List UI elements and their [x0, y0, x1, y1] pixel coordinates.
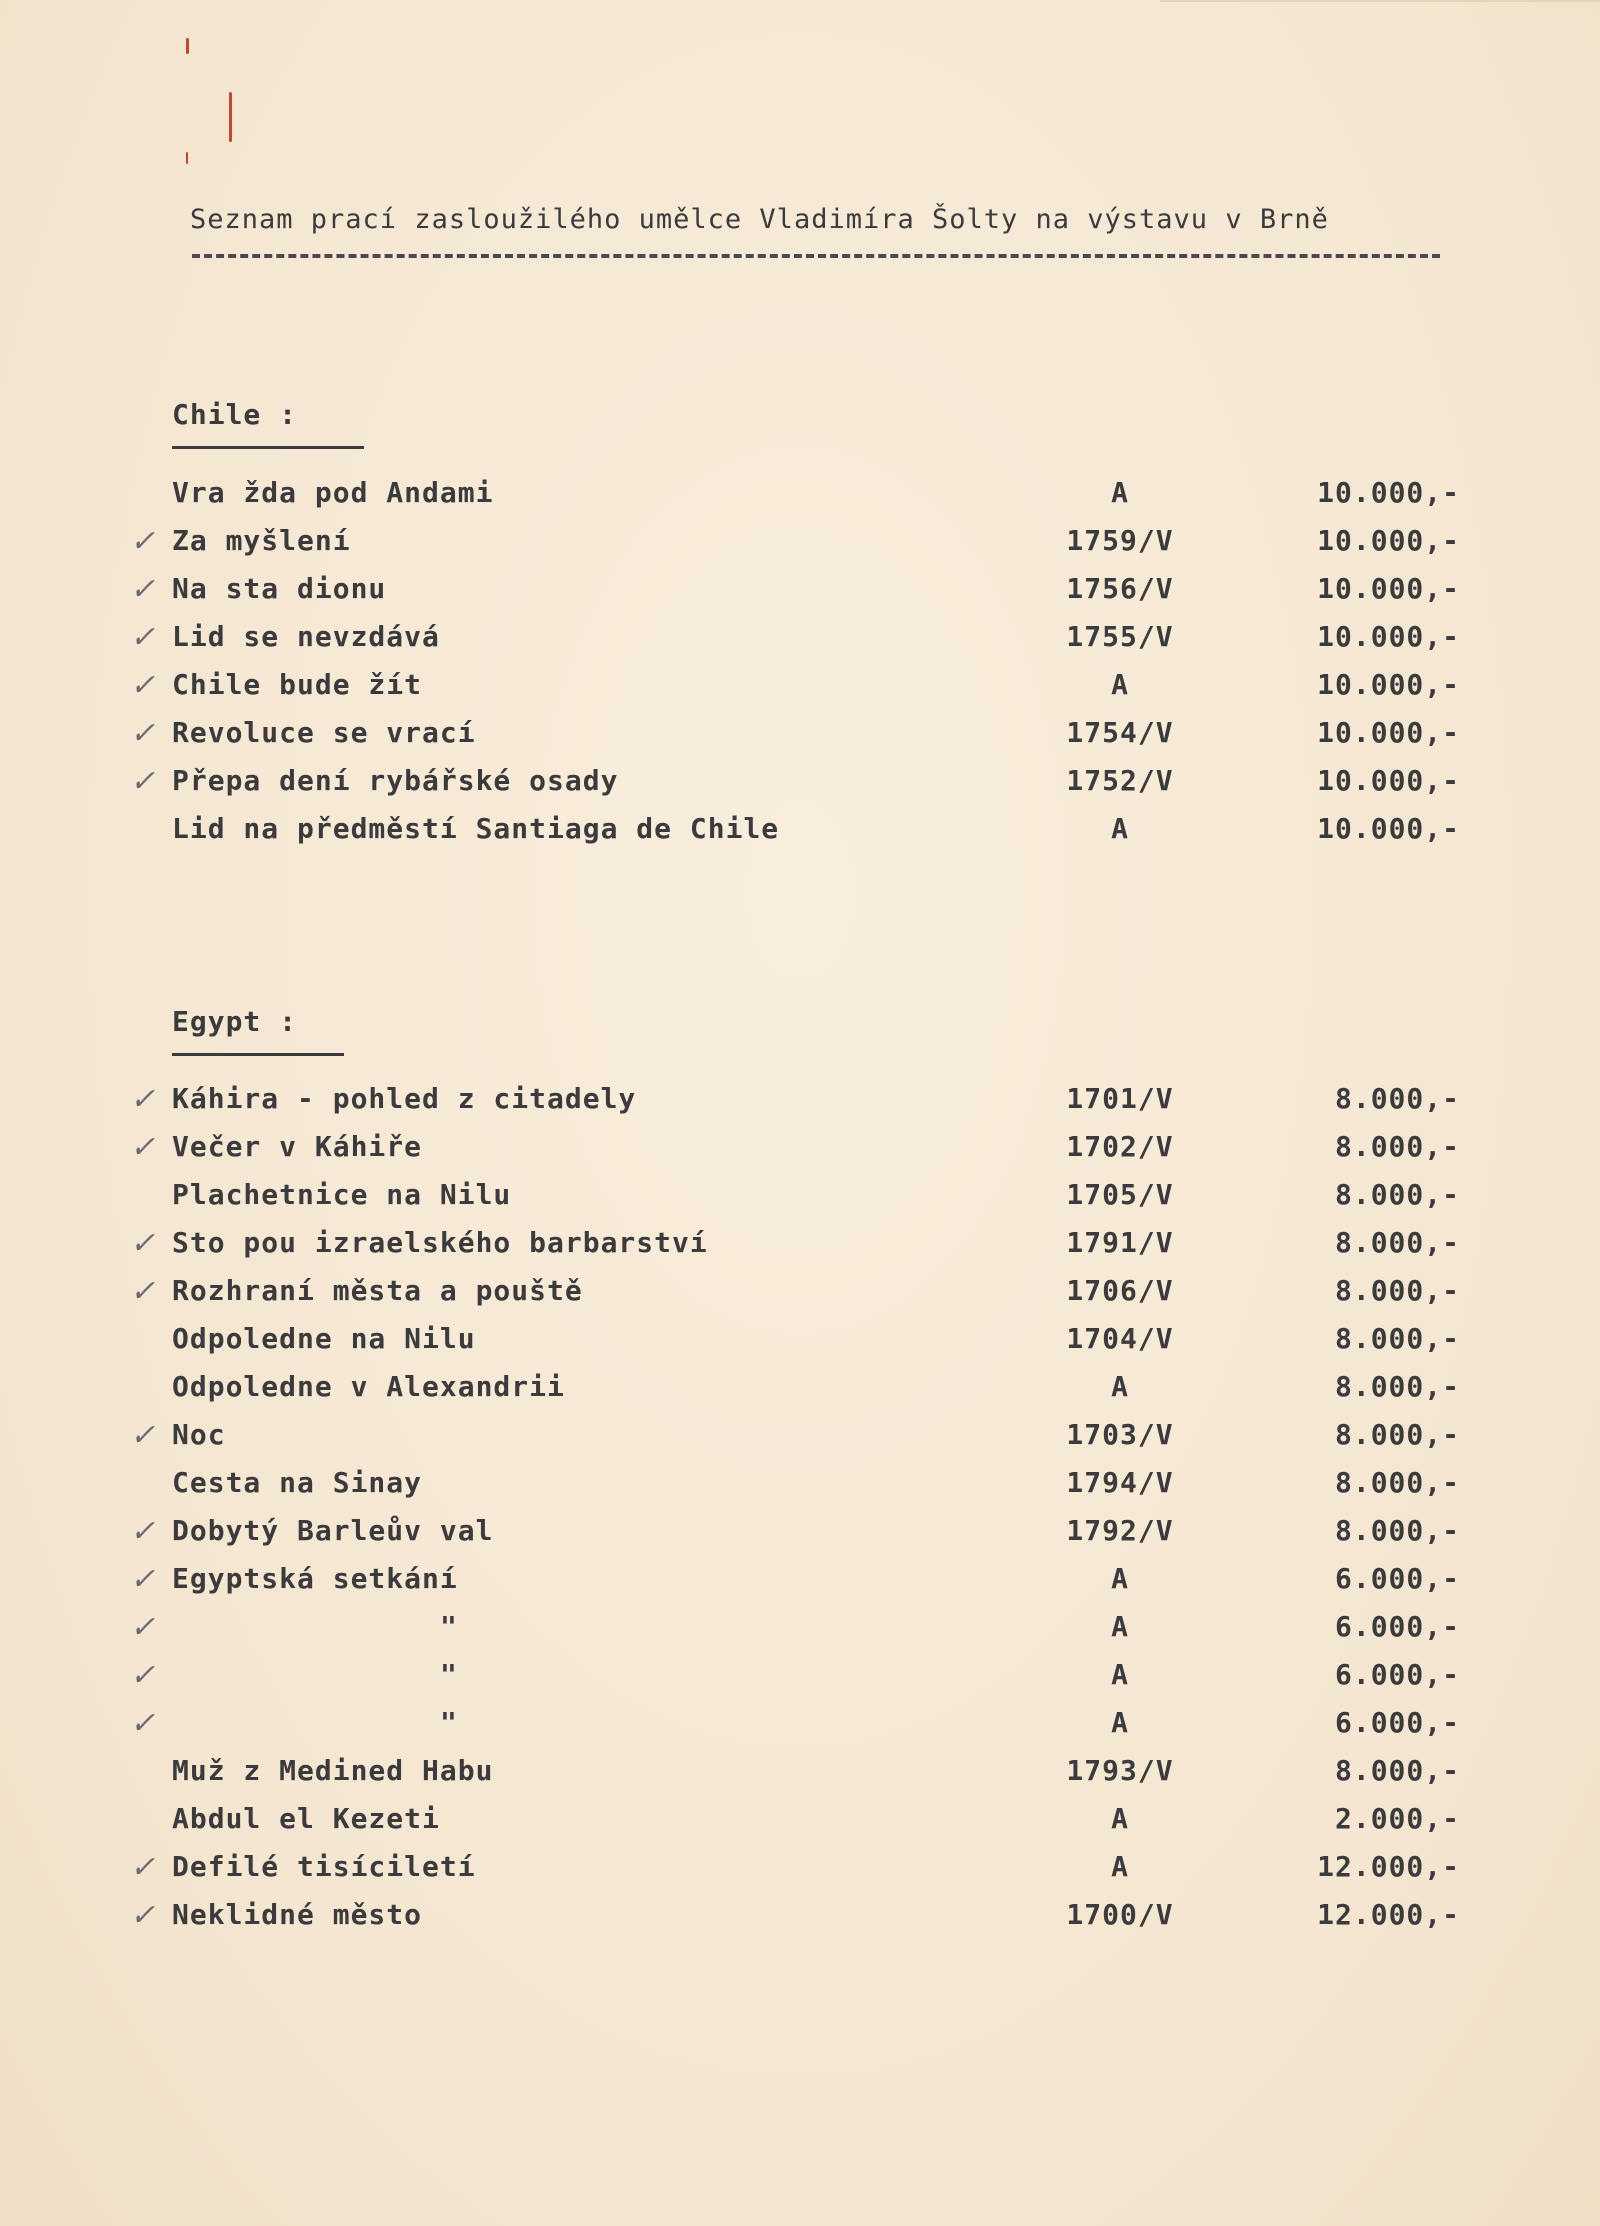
- list-item: [120, 620, 1460, 664]
- title-underline: [192, 254, 1440, 258]
- price: 10.000,-: [1317, 764, 1460, 797]
- section-heading-chile: Chile :: [172, 398, 298, 431]
- inventory-code: 1792/V: [1066, 1514, 1174, 1547]
- check-mark-icon: ✓: [130, 572, 157, 607]
- price: 8.000,-: [1334, 1226, 1460, 1259]
- price: 8.000,-: [1334, 1370, 1460, 1403]
- price: 8.000,-: [1334, 1082, 1460, 1115]
- inventory-code: 1794/V: [1066, 1466, 1174, 1499]
- check-mark-icon: ✓: [130, 1274, 157, 1309]
- artwork-title: Defilé tisíciletí: [172, 1850, 476, 1883]
- check-mark-icon: ✓: [130, 716, 157, 751]
- price: 8.000,-: [1334, 1754, 1460, 1787]
- artwork-title: Revoluce se vrací: [172, 716, 476, 749]
- inventory-code: 1704/V: [1066, 1322, 1174, 1355]
- price: 10.000,-: [1317, 812, 1460, 845]
- list-item: [120, 764, 1460, 808]
- price: 8.000,-: [1334, 1178, 1460, 1211]
- inventory-code: 1703/V: [1066, 1418, 1174, 1451]
- check-mark-icon: ✓: [130, 1082, 157, 1117]
- list-item: [120, 1322, 1460, 1366]
- inventory-code: 1705/V: [1066, 1178, 1174, 1211]
- price: 8.000,-: [1334, 1418, 1460, 1451]
- inventory-code: 1702/V: [1066, 1130, 1174, 1163]
- list-item: [120, 1370, 1460, 1414]
- check-mark-icon: ✓: [130, 1706, 157, 1741]
- artwork-title: Muž z Medined Habu: [172, 1754, 494, 1787]
- artwork-title: Na sta dionu: [172, 572, 387, 605]
- inventory-code: 1701/V: [1066, 1082, 1174, 1115]
- check-mark-icon: ✓: [130, 1610, 157, 1645]
- inventory-code: 1759/V: [1066, 524, 1174, 557]
- list-item: [120, 1898, 1460, 1942]
- list-item: [120, 716, 1460, 760]
- check-mark-icon: ✓: [130, 668, 157, 703]
- ditto-mark: ": [440, 1706, 458, 1739]
- inventory-code: 1793/V: [1066, 1754, 1174, 1787]
- check-mark-icon: ✓: [130, 1130, 157, 1165]
- inventory-code: A: [1111, 1610, 1129, 1643]
- artwork-title: Plachetnice na Nilu: [172, 1178, 512, 1211]
- ditto-mark: ": [440, 1610, 458, 1643]
- artwork-title: Vra žda pod Andami: [172, 476, 494, 509]
- price: 8.000,-: [1334, 1130, 1460, 1163]
- price: 6.000,-: [1334, 1562, 1460, 1595]
- list-item: [120, 1466, 1460, 1510]
- section-underline: [172, 446, 364, 449]
- price: 6.000,-: [1334, 1658, 1460, 1691]
- list-item: [120, 476, 1460, 520]
- inventory-code: A: [1111, 812, 1129, 845]
- price: 8.000,-: [1334, 1514, 1460, 1547]
- artwork-title: Káhira - pohled z citadely: [172, 1082, 637, 1115]
- artwork-title: Dobytý Barleův val: [172, 1514, 494, 1547]
- list-item: [120, 1610, 1460, 1654]
- list-item: [120, 1514, 1460, 1558]
- artwork-title: Cesta na Sinay: [172, 1466, 423, 1499]
- price: 10.000,-: [1317, 620, 1460, 653]
- price: 10.000,-: [1317, 668, 1460, 701]
- artwork-title: Rozhraní města a pouště: [172, 1274, 583, 1307]
- check-mark-icon: ✓: [130, 1226, 157, 1261]
- inventory-code: A: [1111, 1850, 1129, 1883]
- inventory-code: A: [1111, 1562, 1129, 1595]
- artwork-title: Lid na předměstí Santiaga de Chile: [172, 812, 780, 845]
- section-heading-egypt: Egypt :: [172, 1005, 298, 1038]
- red-mark: [229, 92, 232, 142]
- artwork-title: Egyptská setkání: [172, 1562, 458, 1595]
- artwork-title: Večer v Káhiře: [172, 1130, 423, 1163]
- price: 8.000,-: [1334, 1466, 1460, 1499]
- list-item: [120, 1658, 1460, 1702]
- artwork-title: Odpoledne v Alexandrii: [172, 1370, 565, 1403]
- artwork-title: Přepa dení rybářské osady: [172, 764, 619, 797]
- check-mark-icon: ✓: [130, 1898, 157, 1933]
- inventory-code: 1754/V: [1066, 716, 1174, 749]
- inventory-code: 1791/V: [1066, 1226, 1174, 1259]
- check-mark-icon: ✓: [130, 620, 157, 655]
- inventory-code: 1706/V: [1066, 1274, 1174, 1307]
- section-underline: [172, 1053, 344, 1056]
- inventory-code: A: [1111, 476, 1129, 509]
- artwork-title: Noc: [172, 1418, 226, 1451]
- list-item: [120, 1418, 1460, 1462]
- inventory-code: A: [1111, 1658, 1129, 1691]
- paper-edge: [1160, 0, 1600, 2]
- price: 10.000,-: [1317, 476, 1460, 509]
- artwork-title: Chile bude žít: [172, 668, 423, 701]
- list-item: [120, 1130, 1460, 1174]
- artwork-title: Za myšlení: [172, 524, 351, 557]
- inventory-code: A: [1111, 1370, 1129, 1403]
- artwork-title: Odpoledne na Nilu: [172, 1322, 476, 1355]
- list-item: [120, 1802, 1460, 1846]
- list-item: [120, 668, 1460, 712]
- price: 8.000,-: [1334, 1274, 1460, 1307]
- list-item: [120, 1562, 1460, 1606]
- artwork-title: Lid se nevzdává: [172, 620, 440, 653]
- list-item: [120, 1082, 1460, 1126]
- check-mark-icon: ✓: [130, 524, 157, 559]
- list-item: [120, 524, 1460, 568]
- list-item: [120, 1226, 1460, 1270]
- list-item: [120, 1706, 1460, 1750]
- list-item: [120, 1178, 1460, 1222]
- list-item: [120, 1274, 1460, 1318]
- inventory-code: 1700/V: [1066, 1898, 1174, 1931]
- inventory-code: 1752/V: [1066, 764, 1174, 797]
- artwork-title: Abdul el Kezeti: [172, 1802, 440, 1835]
- inventory-code: 1755/V: [1066, 620, 1174, 653]
- red-mark: [186, 152, 188, 164]
- check-mark-icon: ✓: [130, 764, 157, 799]
- document-title: Seznam prací zasloužilého umělce Vladimíra Šolty na výstavu v Brně: [190, 204, 1329, 235]
- list-item: [120, 812, 1460, 856]
- price: 10.000,-: [1317, 572, 1460, 605]
- price: 2.000,-: [1334, 1802, 1460, 1835]
- inventory-code: A: [1111, 1802, 1129, 1835]
- price: 6.000,-: [1334, 1610, 1460, 1643]
- ditto-mark: ": [440, 1658, 458, 1691]
- price: 12.000,-: [1317, 1898, 1460, 1931]
- check-mark-icon: ✓: [130, 1418, 157, 1453]
- price: 10.000,-: [1317, 716, 1460, 749]
- check-mark-icon: ✓: [130, 1514, 157, 1549]
- price: 12.000,-: [1317, 1850, 1460, 1883]
- check-mark-icon: ✓: [130, 1562, 157, 1597]
- price: 8.000,-: [1334, 1322, 1460, 1355]
- list-item: [120, 1754, 1460, 1798]
- inventory-code: A: [1111, 1706, 1129, 1739]
- list-item: [120, 1850, 1460, 1894]
- red-mark: [186, 38, 189, 54]
- artwork-title: Sto pou izraelského barbarství: [172, 1226, 708, 1259]
- check-mark-icon: ✓: [130, 1658, 157, 1693]
- price: 6.000,-: [1334, 1706, 1460, 1739]
- inventory-code: 1756/V: [1066, 572, 1174, 605]
- inventory-code: A: [1111, 668, 1129, 701]
- price: 10.000,-: [1317, 524, 1460, 557]
- list-item: [120, 572, 1460, 616]
- artwork-title: Neklidné město: [172, 1898, 423, 1931]
- check-mark-icon: ✓: [130, 1850, 157, 1885]
